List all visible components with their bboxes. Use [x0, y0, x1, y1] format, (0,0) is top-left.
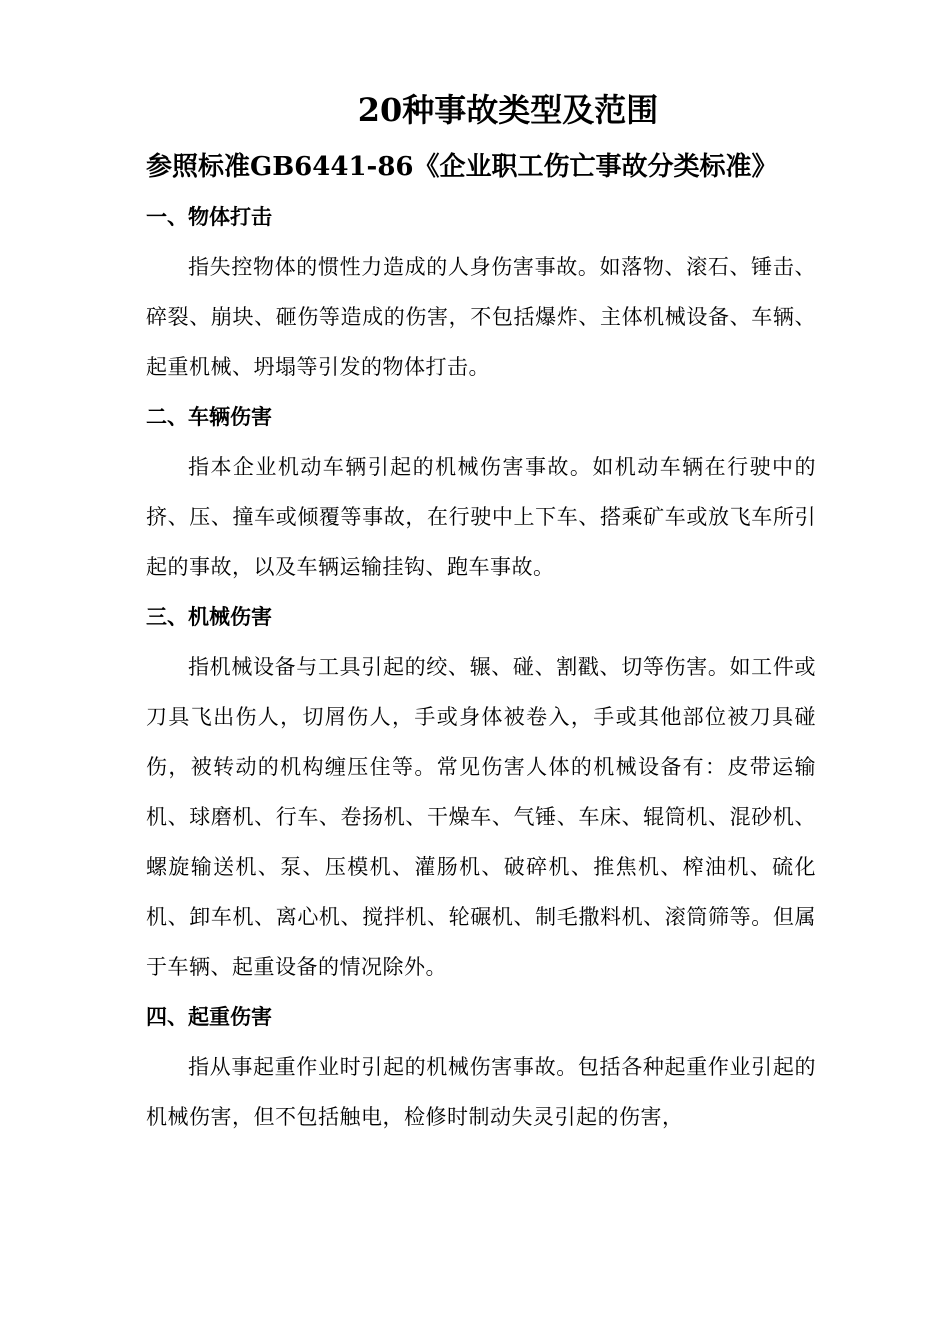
section-heading: 二、车辆伤害: [146, 404, 272, 429]
document-subtitle: 参照标准GB6441-86《企业职工伤亡事故分类标准》: [146, 152, 778, 182]
section-paragraph: 指本企业机动车辆引起的机械伤害事故。如机动车辆在行驶中的挤、压、撞车或倾覆等事故，在行驶中上下车、搭乘矿车或放飞车所引起的事故，以及车辆运输挂钩、跑车事故。: [146, 455, 816, 579]
section-paragraph: 指机械设备与工具引起的绞、辗、碰、割戳、切等伤害。如工件或刀具飞出伤人，切屑伤人，手或身体被卷入，手或其他部位被刀具碰伤，被转动的机构缠压住等。常见伤害人体的机械设备有：皮带运输机、球磨机、行车、卷扬机、干燥车、气锤、车床、辊筒机、混砂机、螺旋输送机、泵、压模机、灌肠机、破碎机、推焦机、榨油机、硫化机、卸车机、离心机、搅拌机、轮碾机、制毛撒料机、滚筒筛等。但属于车辆、起重设备的情况除外。: [146, 655, 816, 979]
section-object-strike: [146, 192, 816, 392]
section-paragraph: 指失控物体的惯性力造成的人身伤害事故。如落物、滚石、锤击、碎裂、崩块、砸伤等造成的伤害，不包括爆炸、主体机械设备、车辆、起重机械、坍塌等引发的物体打击。: [146, 255, 816, 379]
section-paragraph: 指从事起重作业时引起的机械伤害事故。包括各种起重作业引起的机械伤害，但不包括触电，检修时制动失灵引起的伤害，: [146, 1055, 816, 1129]
section-heading: 一、物体打击: [146, 204, 272, 229]
section-heading: 三、机械伤害: [146, 604, 272, 629]
document-title: 20种事故类型及范围: [357, 91, 659, 129]
section-mechanical-injury: [146, 592, 816, 992]
section-heading: 四、起重伤害: [146, 1004, 272, 1029]
section-vehicle-injury: [146, 392, 816, 592]
section-lifting-injury: [146, 992, 816, 1142]
document-content: [146, 84, 816, 1142]
